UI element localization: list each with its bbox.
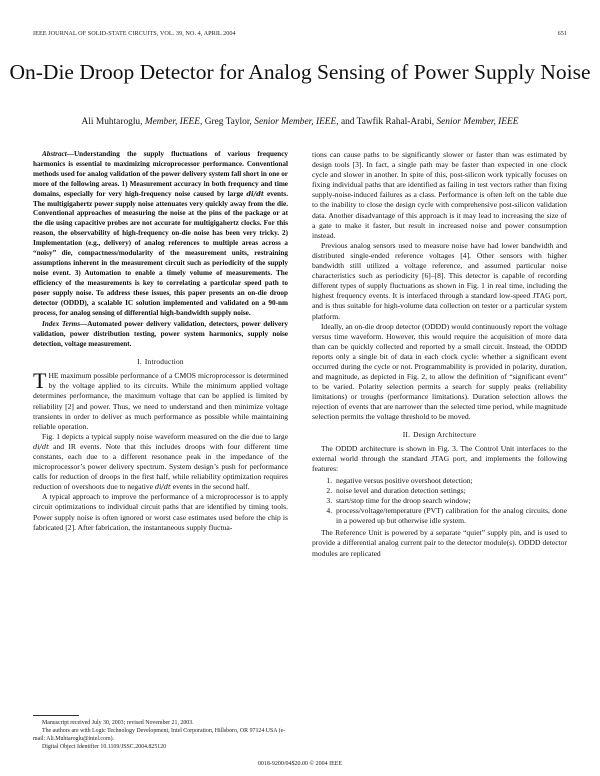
body-paragraph: Previous analog sensors used to measure noise have had lower bandwidth and distributed single-ended reference voltages [4]. Other sensors with higher bandwidth still utilized a voltage reference, and assumed particular noise characteristics such as periodicity [6]–[8]. This detector is capable of recording different types of supply fluctuations as shown in Fig. 1 in real time, including the highest frequency events. It is interfaced through a standard low-speed JTAG port, and is thus suitable for high-volume data collection on tester or a particular system platform. [312, 240, 567, 321]
index-terms-lead: Index Terms— [42, 320, 88, 329]
section-title: Design Architecture [413, 429, 477, 439]
paragraph-text: Fig. 1 depicts a typical supply noise waveform measured on the die due to large [42, 431, 288, 441]
index-terms [33, 320, 288, 350]
author-affiliation: Member, IEEE, [144, 117, 203, 127]
section-number: II. [402, 429, 411, 439]
abstract [33, 150, 288, 318]
body-paragraph: The ODDD architecture is shown in Fig. 3. The Control Unit interfaces to the external world through the standard JTAG port, and implements the following features: [312, 443, 567, 473]
paragraph-text: and IR events. Note that this includes droops with four different time constants, each due to a different resonance peak in the impedance of the microprocessor’s power delivery spectrum. System design’s push for performance calls for reduction of droops in the first half, while reliability optimization requires reduction of overshoots due to negative [33, 441, 288, 492]
section-heading [312, 430, 567, 440]
list-item: 3. start/stop time for the droop search window; [334, 496, 567, 506]
drop-cap: T [33, 368, 47, 394]
footnote-line: Manuscript received July 30, 2003; revised November 21, 2003. [42, 720, 194, 726]
page-number: 651 [557, 30, 567, 37]
paper-title: On-Die Droop Detector for Analog Sensing of Power Supply Noise [9, 60, 591, 84]
footnote [33, 715, 288, 751]
section-heading [33, 357, 288, 367]
section-title: Introduction [144, 357, 184, 367]
copyright-line: 0018-9200/04$20.00 © 2004 IEEE [257, 761, 343, 767]
body-paragraph: A typical approach to improve the performance of a microprocessor is to apply circuit optimizations to individual circuit paths that are identified by timing tools. Power supply noise is often ignored or worst case estimates used before the chip is fabricated [2]. After fabrication, the instantaneous supply fluctua- [33, 492, 288, 532]
body-paragraph [33, 368, 288, 432]
journal-name: IEEE JOURNAL OF SOLID-STATE CIRCUITS, VOL. 39, NO. 4, APRIL 2004 [33, 30, 236, 37]
abstract-text: events. The multigigahertz power supply noise attenuates very quickly away from the die. Conventional approaches of measuring the noise at the pins of the package or at the die using capacitive probes are not accurate for multigigahertz clocks. For this reason, the observability of high-frequency on-die noise has been very tricky. 2) Implementation (e.g., delivery) of analog references to multiple areas across a “noisy” die, compactness/modularity of the measurement units, restraining assumptions inherent in the measurement circuit such as periodicity of the supply noise event. 3) Automation to enable a timely volume of measurements. The efficiency of the measurements is key to correlating a particular speed path to poser supply noise. To address these issues, this paper presents an on-die droop detector (ODDD), a scalable IC solution implemented and validated on a 90-nm process, for analog sensing of differential high-bandwidth supply noise. [33, 189, 288, 317]
body-paragraph: tions can cause paths to be significantly slower or faster than was estimated by design tools [3]. In fact, a single path may be faster than expected in one clock cycle and slower in another. In spite of this, post-silicon work typically focuses on fixing individual paths that are identified as failing in test vectors rather than fixing supply-noise-induced failures as a class. Performance is often left on the table due to the inability to close the design cycle with comprehensive post-silicon validation data. Another disadvantage of this approach is it may lead to increasing the size of a gate to make it faster, but result in increased noise and power consumption instead. [312, 150, 567, 240]
author-affiliation: Senior Member, IEEE, [254, 117, 339, 127]
abstract-lead: Abstract— [42, 150, 74, 158]
math-symbol: di/dt [33, 442, 49, 451]
left-column [33, 150, 288, 533]
list-item: 4. process/voltage/temperature (PVT) calibration for the analog circuits, done in a powered up but otherwise idle system. [334, 506, 567, 526]
body-paragraph: The Reference Unit is powered by a separate “quiet” supply pin, and is used to provide a differential analog current pair to the detector module(s). ODDD detector modules are replicated [312, 528, 567, 558]
author-affiliation: Senior Member, IEEE [436, 117, 519, 127]
list-item: 2. noise level and duration detection settings; [334, 486, 567, 496]
body-paragraph [33, 432, 288, 493]
paragraph-text: HE maximum possible performance of a CMOS microprocessor is determined by the voltage applied to its circuits. While the minimum applied voltage determines performance, the maximum voltage that can be applied is limited by reliability [2] and power. Thus, we need to understand and then minimize voltage transients in order to deliver as much performance as possible while maintaining reliable operation. [33, 371, 288, 431]
footnote-rule [33, 715, 79, 716]
section-number: I. [137, 357, 142, 367]
feature-list [312, 476, 567, 526]
right-column [312, 150, 567, 559]
body-paragraph: Ideally, an on-die droop detector (ODDD) would continuously report the voltage versus time waveform. However, this would require the acquisition of more data than can be quickly collected and reported by a small circuit. Instead, the ODDD reports only a single bit of data in each clock cycle: whether a significant event occurred during the cycle or not. Programmability is provided in polarity, duration, and magnitude, as depicted in Fig. 2, to allow the definition of “significant event” to be varied. Polarity selection permits a search for supply peaks (reliability limitations) or troughs (performance limitations). Duration selection allows the rejection of events that are narrower than the selected time period, while magnitude selection permits the voltage threshold to be moved. [312, 321, 567, 422]
running-header [33, 30, 567, 40]
index-terms-text: Automated power delivery validation, detectors, power delivery validation, power distribution testing, power system harmonics, supply noise detection, voltage measurement. [33, 320, 288, 349]
footnote-line: Digital Object Identifier 10.1109/JSSC.2004.825120 [42, 744, 167, 750]
math-symbol: di/dt [246, 189, 264, 198]
footnote-line: The authors are with Logic Technology Development, Intel Corporation, Hillsboro, OR 97124 USA (e-mail: Ali.Muhtaroglu@intel.com). [33, 728, 286, 742]
paragraph-text: events in the second half. [170, 482, 250, 492]
list-item: 1. negative versus positive overshoot detection; [334, 476, 567, 486]
author-name: Ali Muhtaroglu, [81, 117, 143, 127]
author-line [0, 117, 600, 127]
author-name: and Tawfik Rahal-Arabi, [340, 117, 435, 127]
math-symbol: di/dt [154, 483, 171, 492]
author-name: Greg Taylor, [204, 117, 252, 127]
abstract-text: Understanding the supply fluctuations of various frequency harmonics is essential to maximizing microprocessor performance. Conventional methods used for analog validation of the power delivery system fall short in one or more of the following areas. 1) Measurement accuracy in both frequency and time domains, especially for very high-frequency noise caused by large [33, 150, 288, 198]
